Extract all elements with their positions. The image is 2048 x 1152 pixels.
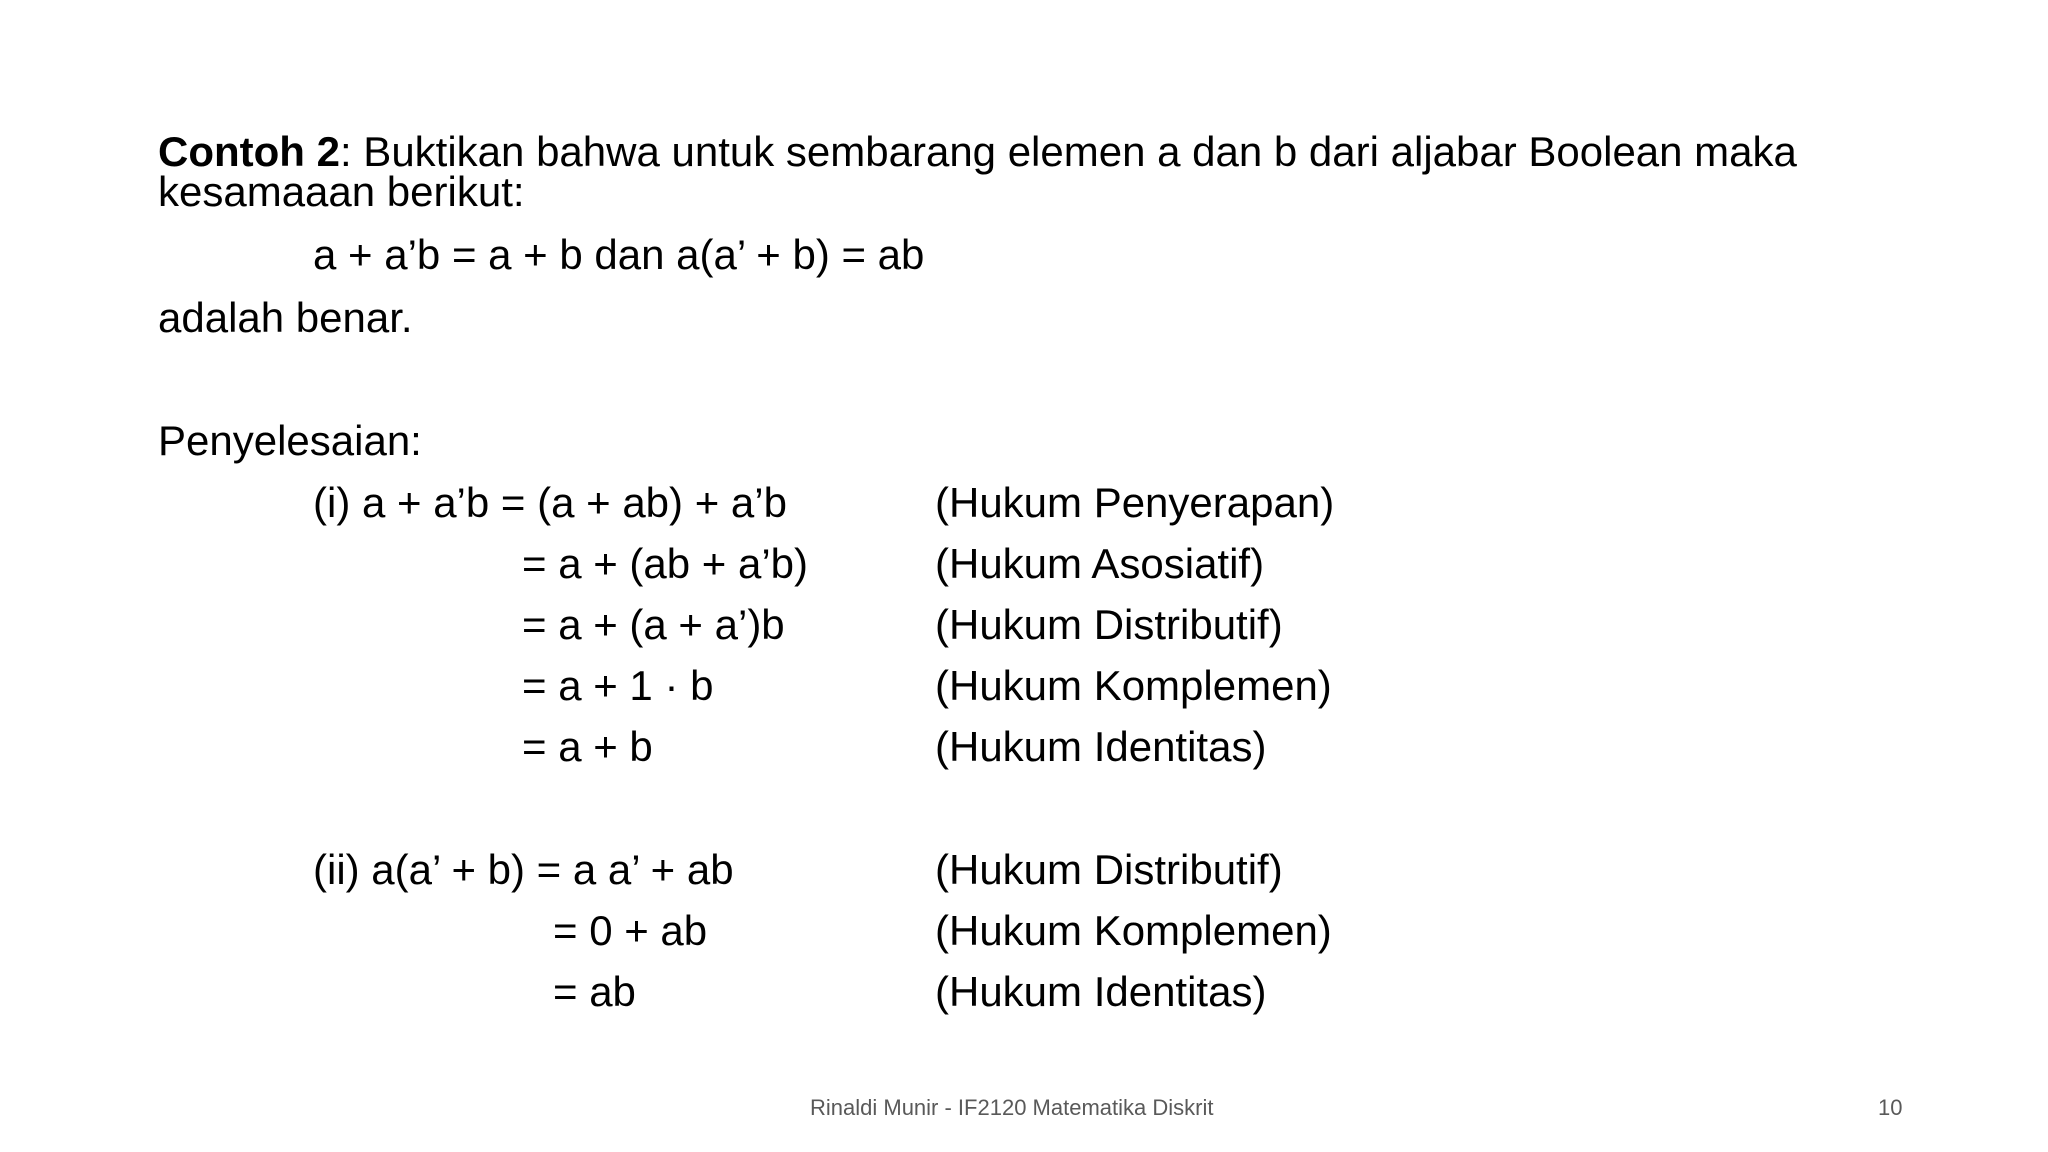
- proof-i-step-5-expr: = a + b: [522, 723, 653, 770]
- footer-text: Rinaldi Munir - IF2120 Matematika Diskrit: [810, 1095, 1214, 1120]
- proof-i-step-4-expr: = a + 1 · b: [522, 662, 714, 709]
- conclusion-text: adalah benar.: [158, 294, 413, 341]
- proof-i-step-2-expr: = a + (ab + a’b): [522, 540, 809, 587]
- proof-ii-step-1-expr: (ii) a(a’ + b) = a a’ + ab: [313, 846, 734, 893]
- proof-i-step-5-law: (Hukum Identitas): [935, 723, 1267, 770]
- proof-i-step-1-expr: (i) a + a’b = (a + ab) + a’b: [313, 479, 787, 526]
- heading-line-1: [158, 128, 1797, 175]
- heading-text: : Buktikan bahwa untuk sembarang elemen a dan b dari aljabar Boolean maka: [339, 128, 1797, 175]
- proof-ii-step-1-law: (Hukum Distributif): [935, 846, 1283, 893]
- proof-i-step-2-law: (Hukum Asosiatif): [935, 540, 1265, 587]
- proof-i-step-1-law: (Hukum Penyerapan): [935, 479, 1335, 526]
- proof-ii-step-2-expr: = 0 + ab: [553, 907, 708, 954]
- heading-line-2: kesamaaan berikut:: [158, 168, 525, 215]
- proof-ii-step-2-law: (Hukum Komplemen): [935, 907, 1332, 954]
- example-label: Contoh 2: [158, 128, 340, 175]
- proof-i-step-3-expr: = a + (a + a’)b: [522, 601, 785, 648]
- solution-label: Penyelesaian:: [158, 417, 422, 464]
- page-number: 10: [1878, 1095, 1903, 1120]
- proof-ii-step-3-law: (Hukum Identitas): [935, 968, 1267, 1015]
- proof-i-step-3-law: (Hukum Distributif): [935, 601, 1283, 648]
- proof-i-step-4-law: (Hukum Komplemen): [935, 662, 1332, 709]
- statement-equation: a + a’b = a + b dan a(a’ + b) = ab: [313, 231, 925, 278]
- proof-ii-step-3-expr: = ab: [553, 968, 636, 1015]
